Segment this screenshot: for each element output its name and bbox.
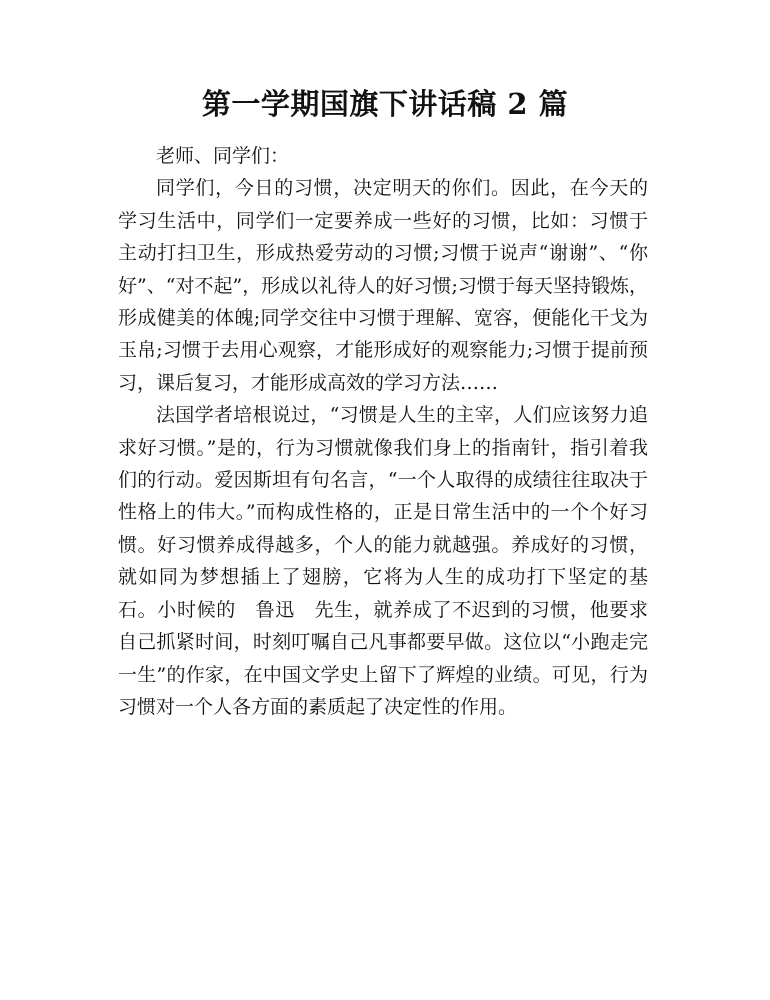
paragraph: 法国学者培根说过，“习惯是人生的主宰，人们应该努力追求好习惯。”是的，行为习惯就像我们身上的指南针，指引着我们的行动。爱因斯坦有句名言，“一个人取得的成绩往往取决于性格上的伟大。”而构成性格的，正是日常生活中的一个个好习惯。好习惯养成得越多，个人的能力就越强。养成好的习惯，就如同为梦想插上了翅膀，它将为人生的成功打下坚定的基石。小时候的 鲁迅 先生，就养成了不迟到的习惯，他要求自己抓紧时间，时刻叮嘱自己凡事都要早做。这位以“小跑走完一生”的作家，在中国文学史上留下了辉煌的业绩。可见，行为习惯对一个人各方面的素质起了决定性的作用。 [118,404,648,718]
paragraph: 同学们，今日的习惯，决定明天的你们。因此，在今天的学习生活中，同学们一定要养成一些好的习惯，比如：习惯于主动打扫卫生，形成热爱劳动的习惯;习惯于说声“谢谢”、“你好”、“对不起”，形成以礼待人的好习惯;习惯于每天坚持锻炼，形成健美的体魄;同学交往中习惯于理解、宽容，便能化干戈为玉帛;习惯于去用心观察，才能形成好的观察能力;习惯于提前预习，课后复习，才能形成高效的学习方法…… [118,177,648,394]
document-title: 第一学期国旗下讲话稿 2 篇 [201,87,569,121]
salutation: 老师、同学们： [156,145,290,167]
document-body [118,140,648,723]
